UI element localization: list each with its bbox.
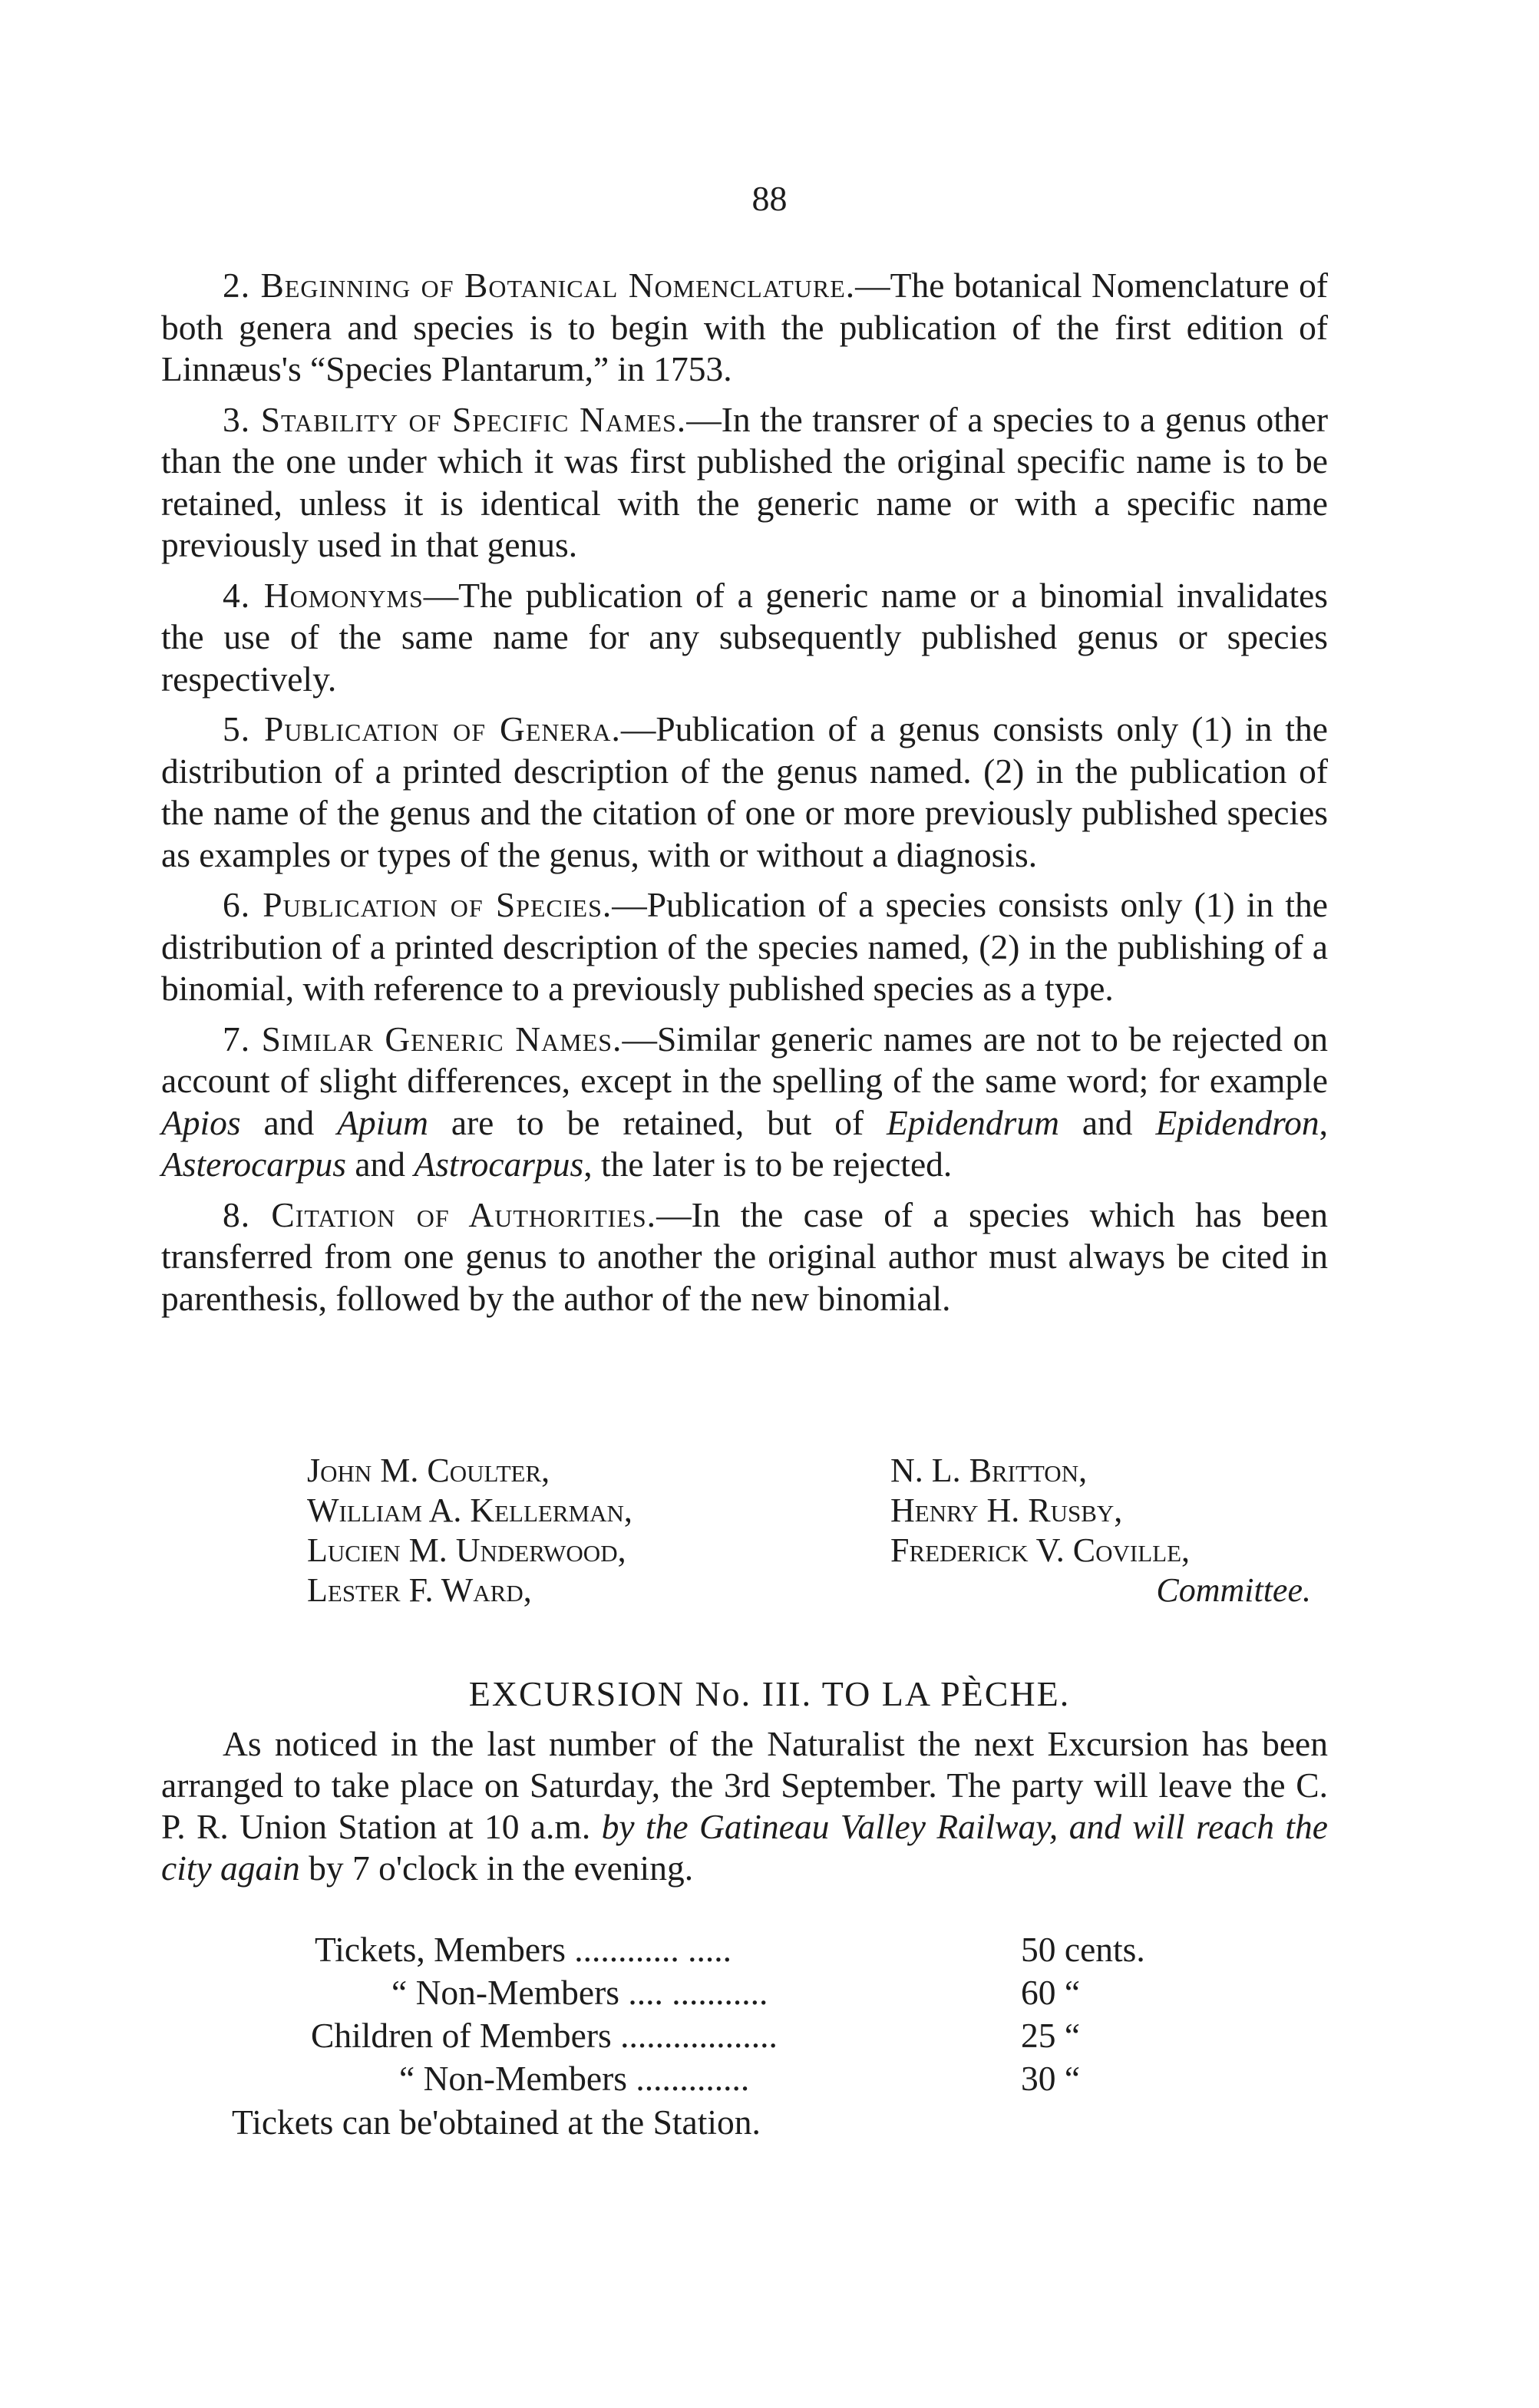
rule-heading: 3. Stability of Specific Names. <box>223 399 687 439</box>
rule-heading: 8. Citation of Authorities. <box>223 1194 657 1234</box>
rule-text: —The botanical Nomenclature of both genera and species is to begin with the publication of the first edition of Linnæus's “Species Plantarum,” in 1753. <box>161 266 1328 388</box>
rule-paragraph <box>161 399 1328 566</box>
genus-name: Epidendron <box>1155 1102 1319 1142</box>
signatory-name: Henry H. Rusby, <box>890 1491 1123 1529</box>
rule-text: —Publication of a species consists only (1) in the distribution of a printed description of the species named, (2) in the publishing of a binomial, with reference to a previously published species as a type. <box>161 885 1328 1008</box>
excursion-heading: EXCURSION No. III. TO LA PÈCHE. <box>468 1674 1071 1713</box>
excursion-paragraph <box>161 1723 1328 1889</box>
signatory-name: Lucien M. Underwood, <box>307 1531 626 1569</box>
genus-name: Apios <box>161 1102 241 1142</box>
ticket-label: Children of Members <box>311 2016 612 2055</box>
rule-heading: 4. Homonyms <box>223 575 424 615</box>
ticket-leader-dots: ............ ..... <box>574 1930 732 1969</box>
ticket-label: Tickets, Members <box>315 1930 566 1969</box>
ticket-row <box>311 2014 778 2057</box>
rule-text: —The publication of a generic name or a binomial invalidates the use of the same name for any subsequently published genus or species respectively. <box>161 575 1329 699</box>
rule-paragraph <box>161 709 1328 876</box>
rule-heading: 2. Beginning of Botanical Nomenclature. <box>223 266 856 305</box>
rule-text: and <box>240 1102 338 1142</box>
signatory-name: N. L. Britton, <box>890 1452 1088 1489</box>
signatory-name: Lester F. Ward, <box>307 1571 532 1609</box>
rule-text: —Publication of a genus consists only (1) in the distribution of a printed description of the genus named. (2) in the publication of the name of the genus and the citation of one or more previously published species as examples or types of the genus, with or without a diagnosis. <box>161 709 1328 874</box>
rule-text: —In the case of a species which has been transferred from one genus to another the original author must always be cited in parenthesis, followed by the author of the new binomial. <box>161 1194 1328 1318</box>
rule-paragraph <box>161 1019 1328 1186</box>
ticket-price: 50 cents. <box>1021 1930 1145 1969</box>
page-number: 88 <box>751 179 788 218</box>
rule-paragraph <box>161 1194 1328 1320</box>
ticket-label: “ Non-Members <box>399 2059 627 2098</box>
rule-heading: 6. Publication of Species. <box>223 885 613 924</box>
nomenclature-rules <box>161 265 1328 1328</box>
ticket-price: 30 “ <box>1021 2059 1081 2098</box>
genus-name: Astrocarpus <box>414 1145 584 1184</box>
rule-paragraph <box>161 884 1328 1010</box>
rule-text: and <box>1058 1102 1156 1142</box>
excursion-text-italic: by the Gatineau Valley Railway, and will reach the city again <box>161 1807 1328 1888</box>
ticket-row <box>391 1971 768 2014</box>
signatory-name: John M. Coulter, <box>307 1452 550 1489</box>
rule-text: , the later is to be rejected. <box>583 1145 953 1184</box>
tickets-note: Tickets can be'obtained at the Station. <box>232 2102 761 2142</box>
excursion-notice <box>161 1723 1328 1889</box>
ticket-leader-dots: .................. <box>620 2016 778 2055</box>
ticket-row <box>315 1928 732 1971</box>
signatures-right-column <box>890 1451 1311 1610</box>
ticket-leader-dots: ............. <box>636 2059 750 2098</box>
rule-text: and <box>345 1145 414 1184</box>
rule-text: —In the transrer of a species to a genus other than the one under which it was first published the original specific name is to be retained, unless it is identical with the generic name or with a specific name previously used in that genus. <box>161 399 1329 564</box>
genus-name: Apium <box>337 1102 428 1142</box>
ticket-price: 60 “ <box>1021 1973 1081 2012</box>
rule-heading: 5. Publication of Genera. <box>223 709 621 748</box>
rule-text: —Similar generic names are not to be rejected on account of slight differences, except in the spelling of the same word; for example <box>161 1019 1328 1100</box>
committee-label: Committee. <box>1156 1571 1311 1609</box>
signatory-name: William A. Kellerman, <box>307 1491 632 1529</box>
rule-paragraph <box>161 575 1328 701</box>
rule-text: , <box>1319 1102 1328 1142</box>
excursion-text: As noticed in the last number of the Naturalist the next Excursion has been arranged to take place on Saturday, the 3rd September. The party will leave the C. P. R. Union Station at 10 a.m. <box>161 1724 1328 1846</box>
excursion-text: by 7 o'clock in the evening. <box>299 1848 694 1888</box>
signatory-name: Frederick V. Coville, <box>890 1531 1191 1569</box>
signatures-left-column <box>307 1451 632 1610</box>
genus-name: Epidendrum <box>887 1102 1059 1142</box>
ticket-leader-dots: .... ........... <box>628 1973 768 2012</box>
rule-heading: 7. Similar Generic Names. <box>223 1019 623 1059</box>
ticket-label: “ Non-Members <box>391 1973 619 2012</box>
ticket-price: 25 “ <box>1021 2016 1081 2055</box>
genus-name: Asterocarpus <box>161 1145 346 1184</box>
rule-text: are to be retained, but of <box>428 1102 887 1142</box>
rule-paragraph <box>161 265 1328 391</box>
ticket-row <box>399 2057 749 2100</box>
